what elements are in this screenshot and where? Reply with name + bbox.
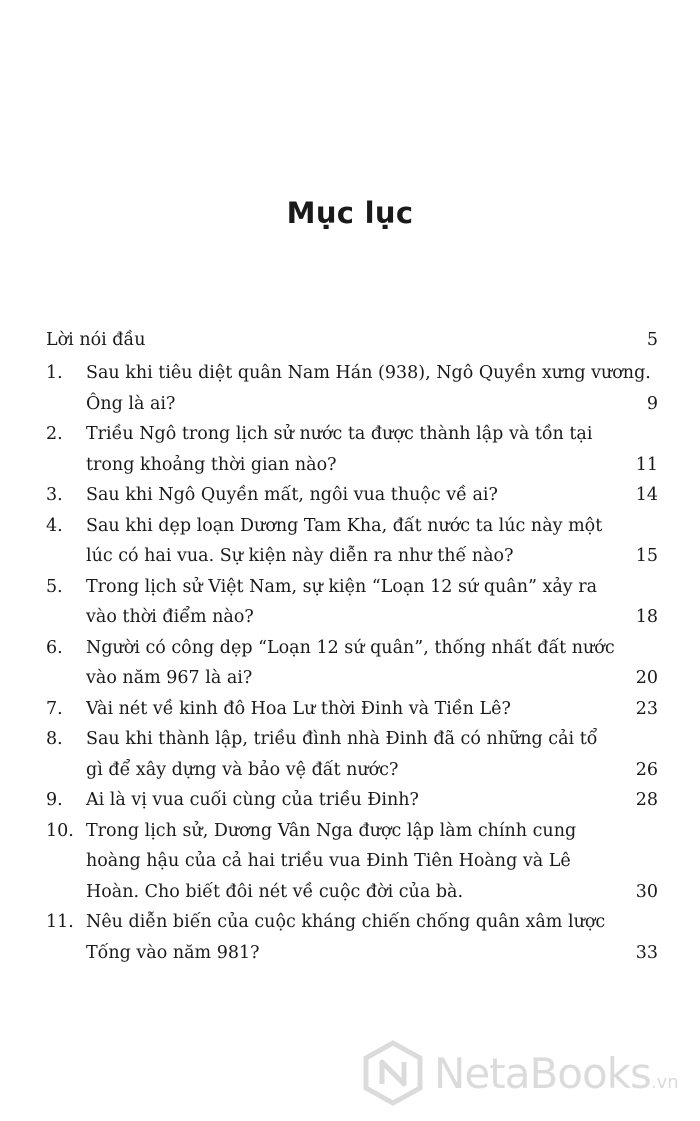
page-title: Mục lục — [286, 196, 414, 230]
toc-item-page: 11 — [635, 454, 658, 475]
toc-item — [46, 480, 658, 511]
toc-item — [46, 724, 658, 785]
toc-item-page: 33 — [635, 942, 658, 963]
toc-item — [46, 785, 658, 816]
toc-item-number: 2. — [46, 424, 63, 444]
toc-item-number: 10. — [46, 820, 74, 841]
toc-item — [46, 694, 658, 725]
toc-intro — [46, 324, 658, 357]
toc-item-text: Sau khi Ngô Quyền mất, ngôi vua thuộc về ai? — [86, 485, 498, 505]
toc-intro-page: 5 — [646, 330, 658, 350]
toc-item-number: 5. — [46, 576, 63, 597]
toc-item-text: Nêu diễn biến của cuộc kháng chiến chống quân xâm lược Tống vào năm 981? — [86, 912, 606, 963]
toc-item-page: 14 — [635, 485, 658, 505]
toc-item-text: Trong lịch sử Việt Nam, sự kiện “Loạn 12 sứ quân” xảy ra vào thời điểm nào? — [86, 576, 598, 627]
toc-item-number: 6. — [46, 637, 63, 658]
netabooks-logo-icon — [360, 1040, 426, 1106]
toc-item — [46, 907, 658, 968]
toc-item-page: 26 — [635, 759, 658, 780]
toc-item — [46, 511, 658, 572]
toc-item-text: Sau khi dẹp loạn Dương Tam Kha, đất nước ta lúc này một lúc có hai vua. Sự kiện này diễn ra như thế nào? — [86, 515, 603, 566]
toc-item-page: 18 — [635, 607, 658, 627]
toc-item — [46, 633, 658, 694]
table-of-contents — [46, 324, 658, 968]
toc-item-page: 15 — [635, 546, 658, 566]
toc-item-number: 8. — [46, 729, 63, 749]
toc-item-text: Trong lịch sử, Dương Vân Nga được lập làm chính cung hoàng hậu của cả hai triều vua Đinh Tiên Hoàng và Lê Hoàn. Cho biết đôi nét về cuộc đời của bà. — [86, 820, 577, 902]
toc-item-text: Sau khi tiêu diệt quân Nam Hán (938), Ngô Quyền xưng vương. Ông là ai? — [86, 363, 651, 414]
toc-item-number: 1. — [46, 363, 63, 383]
toc-item-text: Vài nét về kinh đô Hoa Lư thời Đinh và Tiền Lê? — [86, 698, 511, 719]
toc-item — [46, 816, 658, 908]
watermark — [360, 1040, 679, 1106]
toc-item-text: Sau khi thành lập, triều đình nhà Đinh đã có những cải tổ gì để xây dựng và bảo vệ đất nước? — [86, 729, 598, 780]
toc-item-page: 28 — [635, 790, 658, 810]
toc-item-number: 11. — [46, 912, 74, 932]
toc-item-number: 7. — [46, 698, 63, 719]
watermark-brand: NetaBooks — [434, 1048, 651, 1098]
toc-item-text: Người có công dẹp “Loạn 12 sứ quân”, thống nhất đất nước vào năm 967 là ai? — [86, 637, 615, 688]
toc-item-text: Triều Ngô trong lịch sử nước ta được thành lập và tồn tại trong khoảng thời gian nào? — [86, 424, 593, 475]
toc-item-number: 4. — [46, 515, 63, 536]
toc-item-text: Ai là vị vua cuối cùng của triều Đinh? — [86, 790, 419, 810]
watermark-text — [434, 1049, 679, 1098]
toc-item-page: 23 — [635, 698, 658, 719]
toc-item-number: 9. — [46, 790, 63, 810]
toc-item — [46, 572, 658, 633]
toc-item — [46, 358, 658, 419]
toc-intro-label: Lời nói đầu — [46, 330, 146, 350]
toc-item-page: 20 — [635, 668, 658, 688]
toc-item-number: 3. — [46, 485, 63, 505]
toc-item-page: 30 — [635, 881, 658, 902]
toc-item — [46, 419, 658, 480]
toc-item-page: 9 — [646, 393, 658, 414]
watermark-suffix: .vn — [650, 1071, 679, 1093]
